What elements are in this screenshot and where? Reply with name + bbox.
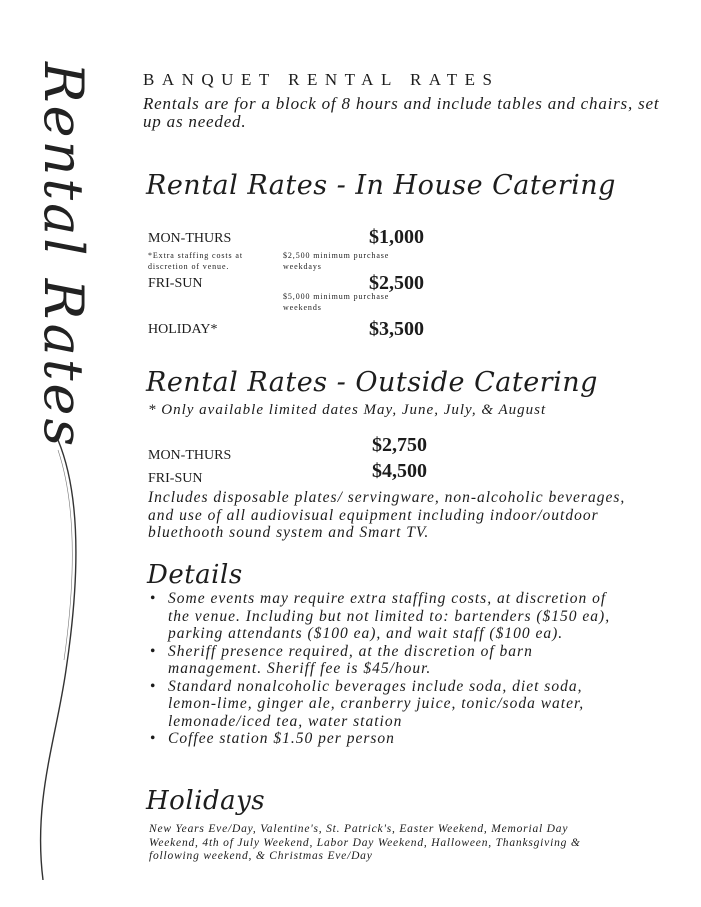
- bullet-icon: •: [150, 590, 157, 607]
- in-house-frisun-label: FRI-SUN: [148, 276, 203, 291]
- in-house-holiday-label: HOLIDAY*: [148, 322, 218, 337]
- in-house-weekend-minimum: $5,000 minimum purchase weekends: [283, 292, 390, 312]
- details-heading: Details: [147, 560, 243, 590]
- details-list: [146, 590, 616, 748]
- outside-monthurs-price: $2,750: [372, 434, 427, 456]
- holidays-heading: Holidays: [146, 786, 266, 816]
- details-item: • Some events may require extra staffing costs, at discretion of the venue. Including but not limited to: bartenders ($150 ea), parking attendants ($100 ea), and wait staff ($100 ea).: [150, 590, 611, 642]
- in-house-monthurs-price: $1,000: [369, 226, 424, 248]
- flourish-decoration: [28, 440, 88, 880]
- outside-frisun-price: $4,500: [372, 460, 427, 482]
- outside-frisun-label: FRI-SUN: [148, 471, 203, 486]
- bullet-icon: •: [150, 677, 157, 695]
- in-house-heading: Rental Rates - In House Catering: [146, 170, 616, 201]
- outside-includes-text: Includes disposable plates/ servingware, non-alcoholic beverages, and use of all audiovisual equipment including indoor/outdoor bluethooth sound system and Smart TV.: [148, 489, 626, 541]
- bullet-icon: •: [150, 730, 157, 747]
- staffing-note: *Extra staffing costs at discretion of venue.: [148, 251, 243, 271]
- outside-monthurs-label: MON-THURS: [148, 448, 232, 463]
- bullet-icon: •: [150, 642, 157, 660]
- details-item: • Standard nonalcoholic beverages include soda, diet soda, lemon-lime, ginger ale, cranberry juice, tonic/soda water, lemonade/iced tea, water station: [150, 677, 585, 730]
- in-house-holiday-price: $3,500: [369, 318, 424, 340]
- outside-catering-heading: Rental Rates - Outside Catering: [146, 367, 598, 398]
- outside-availability-note: * Only available limited dates May, June, July, & August: [148, 402, 547, 418]
- in-house-frisun-price: $2,500: [369, 272, 424, 294]
- details-item: • Sheriff presence required, at the discretion of barn management. Sheriff fee is $45/hour.: [150, 642, 533, 677]
- vertical-title: Rental Rates: [32, 62, 95, 450]
- holidays-text: New Years Eve/Day, Valentine's, St. Patrick's, Easter Weekend, Memorial Day Weekend, 4th of July Weekend, Labor Day Weekend, Halloween, Thanksgiving & following weekend, & Christmas Eve/Day: [149, 823, 581, 862]
- intro-text: Rentals are for a block of 8 hours and include tables and chairs, set up as needed.: [143, 94, 660, 131]
- in-house-monthurs-label: MON-THURS: [148, 231, 232, 246]
- main-heading: BANQUET RENTAL RATES: [143, 70, 500, 89]
- details-item: • Coffee station $1.50 per person: [150, 730, 395, 747]
- in-house-weekday-minimum: $2,500 minimum purchase weekdays: [283, 251, 390, 271]
